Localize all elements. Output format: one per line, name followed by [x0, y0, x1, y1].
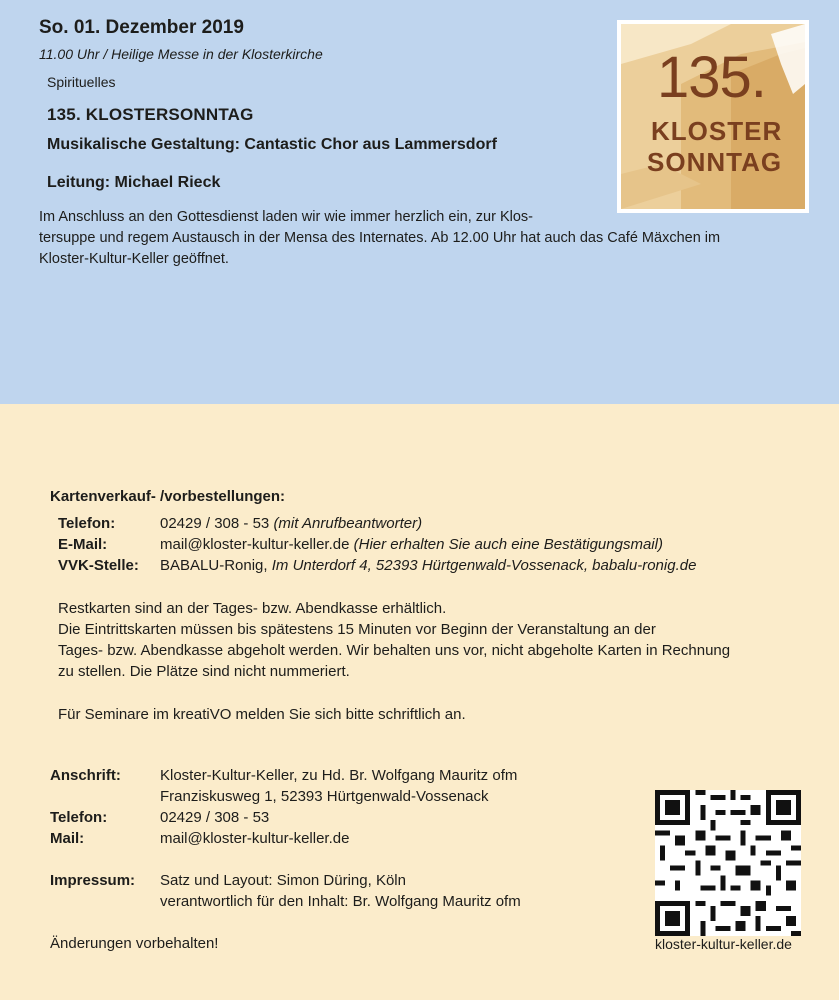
logo-word-sonntag: SONNTAG	[647, 147, 783, 177]
contact-mail-label: Mail:	[50, 830, 85, 847]
tickets-vvk-label: VVK-Stelle:	[58, 557, 139, 574]
address-label: Anschrift:	[50, 767, 121, 784]
address-line-1: Kloster-Kultur-Keller, zu Hd. Br. Wolfgang Mauritz ofm	[160, 767, 518, 784]
tickets-phone-value-row	[160, 515, 422, 532]
address-line-2: Franziskusweg 1, 52393 Hürtgenwald-Vossenack	[160, 788, 489, 805]
description-line: tersuppe und regem Austausch in der Mensa des Internates. Ab 12.00 Uhr hat auch das Café Mäxchen im	[39, 230, 721, 246]
event-lead: Leitung: Michael Rieck	[47, 174, 221, 191]
contact-phone-value[interactable]: 02429 / 308 - 53	[160, 809, 270, 826]
tickets-vvk-value-row	[160, 557, 696, 574]
contact-mail-link[interactable]: mail@kloster-kultur-keller.de	[160, 830, 350, 847]
imprint-line-2: verantwortlich für den Inhalt: Br. Wolfgang Mauritz ofm	[160, 893, 521, 910]
seminar-note: Für Seminare im kreatiVO melden Sie sich bitte schriftlich an.	[58, 706, 466, 723]
tickets-vvk-note[interactable]: Im Unterdorf 4, 52393 Hürtgenwald-Vossenack, babalu-ronig.de	[271, 557, 697, 574]
description-line: Kloster-Kultur-Keller geöffnet.	[39, 251, 229, 267]
info-line: Die Eintrittskarten müssen bis spätestens 15 Minuten vor Beginn der Veranstaltung an der	[58, 621, 656, 638]
info-line: Tages- bzw. Abendkasse abgeholt werden. Wir behalten uns vor, nicht abgeholte Karten in Rechnung	[58, 642, 731, 659]
imprint-line-1: Satz und Layout: Simon Düring, Köln	[160, 872, 406, 889]
tickets-phone-value[interactable]: 02429 / 308 - 53	[160, 515, 270, 532]
tickets-phone-row	[58, 515, 115, 532]
qr-code[interactable]	[655, 790, 801, 936]
logo-word-kloster: KLOSTER	[651, 116, 783, 146]
tickets-email-note: (Hier erhalten Sie auch eine Bestätigungsmail)	[353, 536, 663, 553]
imprint-label: Impressum:	[50, 872, 136, 889]
klostersonntag-logo	[617, 20, 809, 213]
tickets-email-label: E-Mail:	[58, 536, 108, 553]
tickets-phone-label: Telefon:	[58, 515, 116, 532]
event-category: Spirituelles	[47, 74, 116, 90]
info-line: zu stellen. Die Plätze sind nicht nummeriert.	[58, 663, 350, 680]
logo-number: 135.	[657, 45, 766, 110]
description-line: Im Anschluss an den Gottesdienst laden wir wie immer herzlich ein, zur Klos-	[39, 209, 534, 225]
contact-phone-label: Telefon:	[50, 809, 108, 826]
tickets-heading: Kartenverkauf- /vorbestellungen:	[50, 488, 286, 505]
event-description	[39, 207, 829, 270]
event-title: 135. KLOSTERSONNTAG	[47, 105, 254, 124]
tickets-email-link[interactable]: mail@kloster-kultur-keller.de	[160, 536, 350, 553]
event-music: Musikalische Gestaltung: Cantastic Chor aus Lammersdorf	[47, 136, 497, 153]
event-time: 11.00 Uhr / Heilige Messe in der Klosterkirche	[39, 46, 323, 62]
footer-note: Änderungen vorbehalten!	[50, 935, 219, 952]
qr-url-link[interactable]: kloster-kultur-keller.de	[655, 936, 792, 952]
tickets-email-value-row	[160, 536, 663, 553]
tickets-phone-note: (mit Anrufbeantworter)	[273, 515, 423, 532]
tickets-info	[58, 598, 730, 682]
tickets-vvk-value: BABALU-Ronig,	[160, 557, 268, 574]
info-line: Restkarten sind an der Tages- bzw. Abendkasse erhältlich.	[58, 600, 447, 617]
tickets-vvk-row	[58, 557, 139, 574]
event-date: So. 01. Dezember 2019	[39, 17, 244, 38]
tickets-email-row	[58, 536, 107, 553]
